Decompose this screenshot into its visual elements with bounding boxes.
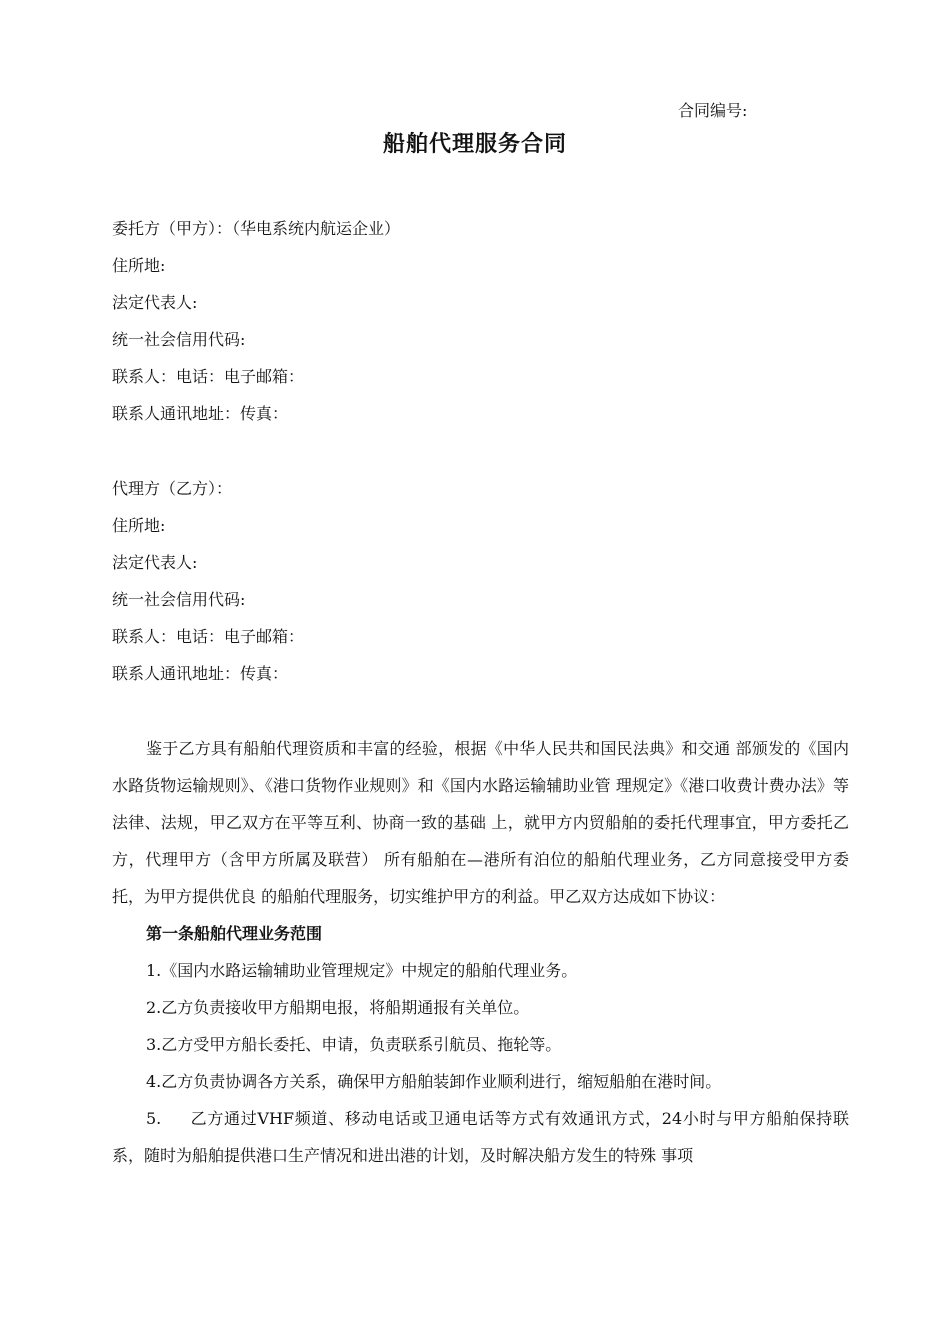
party-b-contact: 联系人：电话：电子邮箱：	[112, 627, 305, 646]
article-1-item-5-text: 乙方通过VHF频道、移动电话或卫通电话等方式有效通讯方式，24小时与甲方船舶保持联系，随时为船舶提供港口生产情况和进出港的计划，及时解决船方发生的特殊 事项	[112, 1109, 849, 1165]
contract-body	[112, 730, 849, 1174]
article-1-item-3: 3.乙方受甲方船长委托、申请，负责联系引航员、拖轮等。	[146, 1035, 562, 1054]
party-a-contact-address: 联系人通讯地址：传真：	[112, 404, 289, 423]
article-1-item-5-number: 5.	[146, 1109, 162, 1128]
article-1-heading: 第一条船舶代理业务范围	[146, 924, 323, 943]
article-1-item-4: 4.乙方负责协调各方关系，确保甲方船舶装卸作业顺利进行，缩短船舶在港时间。	[146, 1072, 722, 1091]
party-b-block	[112, 470, 852, 692]
article-1-item-1: 1.《国内水路运输辅助业管理规定》中规定的船舶代理业务。	[146, 961, 578, 980]
article-1-item-2: 2.乙方负责接收甲方船期电报，将船期通报有关单位。	[146, 998, 530, 1017]
party-b-contact-address: 联系人通讯地址：传真：	[112, 664, 289, 683]
party-a-address: 住所地:	[112, 256, 166, 275]
party-b-legal-representative: 法定代表人:	[112, 553, 198, 572]
preamble-paragraph: 鉴于乙方具有船舶代理资质和丰富的经验，根据《中华人民共和国民法典》和交通 部颁发的《国内水路货物运输规则》、《港口货物作业规则》和《国内水路运输辅助业管 理规定》《港口收费计费办法》等法律、法规，甲乙双方在平等互利、协商一致的基础 上，就甲方内贸船舶的委托代理事宜，甲方委托乙方，代理甲方（含甲方所属及联营） 所有船舶在—港所有泊位的船舶代理业务，乙方同意接受甲方委托，为甲方提供优良 的船舶代理服务，切实维护甲方的利益。甲乙双方达成如下协议：	[112, 739, 849, 906]
party-b-address: 住所地:	[112, 516, 166, 535]
party-b-credit-code: 统一社会信用代码:	[112, 590, 246, 609]
party-b-name: 代理方（乙方）：	[112, 479, 233, 498]
article-1-item-5	[112, 1100, 849, 1174]
party-a-legal-representative: 法定代表人:	[112, 293, 198, 312]
party-a-block	[112, 210, 852, 432]
contract-number-label: 合同编号:	[678, 101, 748, 120]
party-a-name: 委托方（甲方）：（华电系统内航运企业）	[112, 219, 401, 238]
party-a-contact: 联系人：电话：电子邮箱：	[112, 367, 305, 386]
document-title: 船舶代理服务合同	[382, 132, 567, 157]
party-a-credit-code: 统一社会信用代码:	[112, 330, 246, 349]
